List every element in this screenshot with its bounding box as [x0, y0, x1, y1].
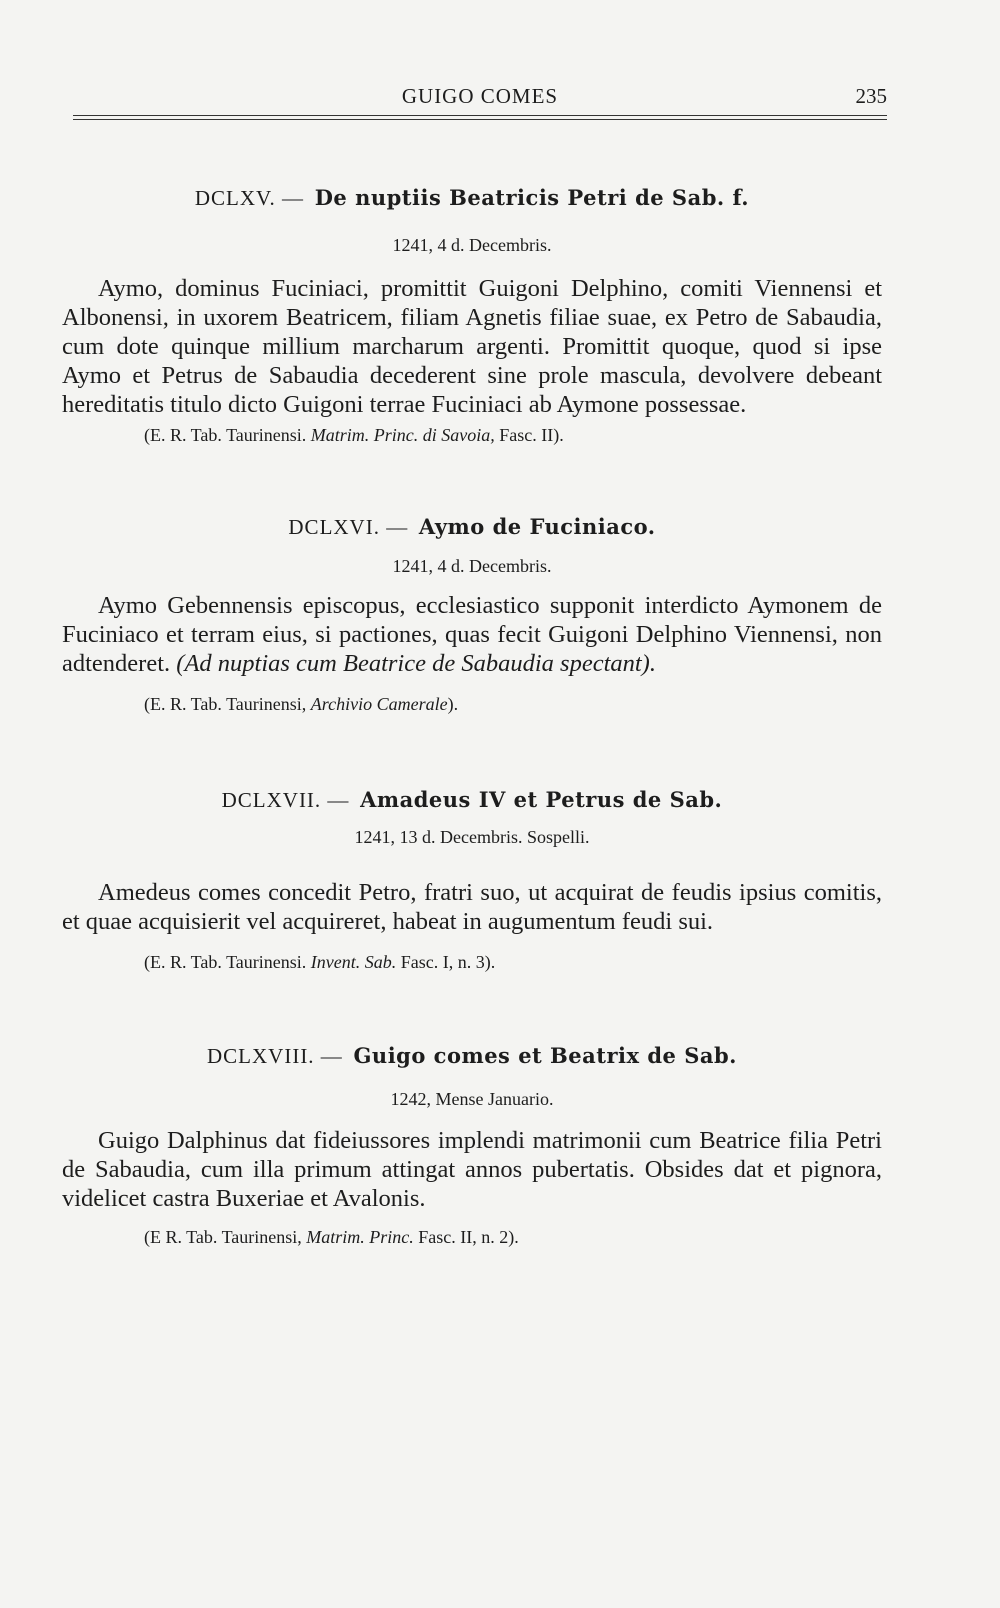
body-text: Aymo Gebennensis episcopus, ecclesiastico supponit interdicto Aymonem de Fuciniaco et terram eius, si pactiones, quas fecit Guigoni Delphino Viennensi, non adtenderet.: [62, 592, 882, 677]
section-heading: [62, 787, 882, 813]
page-content: [62, 175, 882, 1248]
document-title: Guigo comes et Beatrix de Sab.: [353, 1043, 737, 1068]
document-body: [62, 591, 882, 678]
document-date: 1241, 13 d. Decembris. Sospelli.: [354, 827, 590, 847]
source-file: Fasc. I, n. 3).: [400, 952, 496, 972]
source-fund: Invent. Sab.: [310, 952, 397, 972]
source-archive: (E. R. Tab. Taurinensi,: [144, 694, 307, 714]
header-rule: [73, 115, 887, 116]
body-note: (Ad nuptias cum Beatrice de Sabaudia spectant).: [176, 650, 656, 677]
source-fund: Matrim. Princ.: [306, 1227, 414, 1247]
section-heading: [62, 514, 882, 540]
document-title: Aymo de Fuciniaco.: [418, 514, 656, 539]
document-title: De nuptiis Beatricis Petri de Sab. f.: [314, 185, 750, 210]
source-citation: [62, 952, 882, 973]
page-header: [73, 84, 887, 114]
section-heading: [62, 1043, 882, 1069]
running-head: GUIGO COMES: [401, 84, 559, 108]
source-file: Fasc. II, n. 2).: [418, 1227, 519, 1247]
source-citation: [62, 694, 882, 715]
document-body: Guigo Dalphinus dat fideiussores implendi matrimonii cum Beatrice filia Petri de Sabaudia, cum illa primum attingat annos pubertatis. Obsides dat et pignora, videlicet castra Buxeriae et Avalonis.: [62, 1127, 882, 1212]
document-number: DCLXVIII. —: [207, 1044, 343, 1068]
document-date: 1241, 4 d. Decembris.: [392, 235, 552, 255]
page-number: 235: [855, 84, 887, 108]
source-fund: Archivio Camerale: [310, 694, 448, 714]
source-archive: (E. R. Tab. Taurinensi.: [144, 425, 307, 445]
document-body: Aymo, dominus Fuciniaci, promittit Guigoni Delphino, comiti Viennensi et Albonensi, in uxorem Beatricem, filiam Agnetis filiae suae, ex Petro de Sabaudia, cum dote quinque millium marcharum argenti. Promittit quoque, quod si ipse Aymo et Petrus de Sabaudia decederent sine prole mascula, devolvere debeant hereditatis titulo dicto Guigoni terrae Fuciniaci ab Aymone possessae.: [62, 275, 882, 418]
source-file: ).: [447, 694, 459, 714]
source-citation: [62, 1227, 882, 1248]
document-title: Amadeus IV et Petrus de Sab.: [360, 787, 723, 812]
header-rule: [73, 119, 887, 120]
section-heading: [62, 185, 882, 211]
source-archive: (E. R. Tab. Taurinensi.: [144, 952, 307, 972]
document-date: 1241, 4 d. Decembris.: [392, 556, 552, 576]
document-date: 1242, Mense Januario.: [390, 1089, 554, 1109]
document-number: DCLXVII. —: [221, 788, 350, 812]
source-archive: (E R. Tab. Taurinensi,: [144, 1227, 302, 1247]
source-citation: [62, 425, 882, 446]
document-number: DCLXV. —: [194, 186, 304, 210]
source-fund: Matrim. Princ. di Savoia,: [310, 425, 495, 445]
document-number: DCLXVI. —: [288, 515, 409, 539]
source-file: Fasc. II).: [499, 425, 564, 445]
document-body: Amedeus comes concedit Petro, fratri suo, ut acquirat de feudis ipsius comitis, et quae acquisierit vel acquireret, habeat in augumentum feudi sui.: [62, 879, 882, 935]
